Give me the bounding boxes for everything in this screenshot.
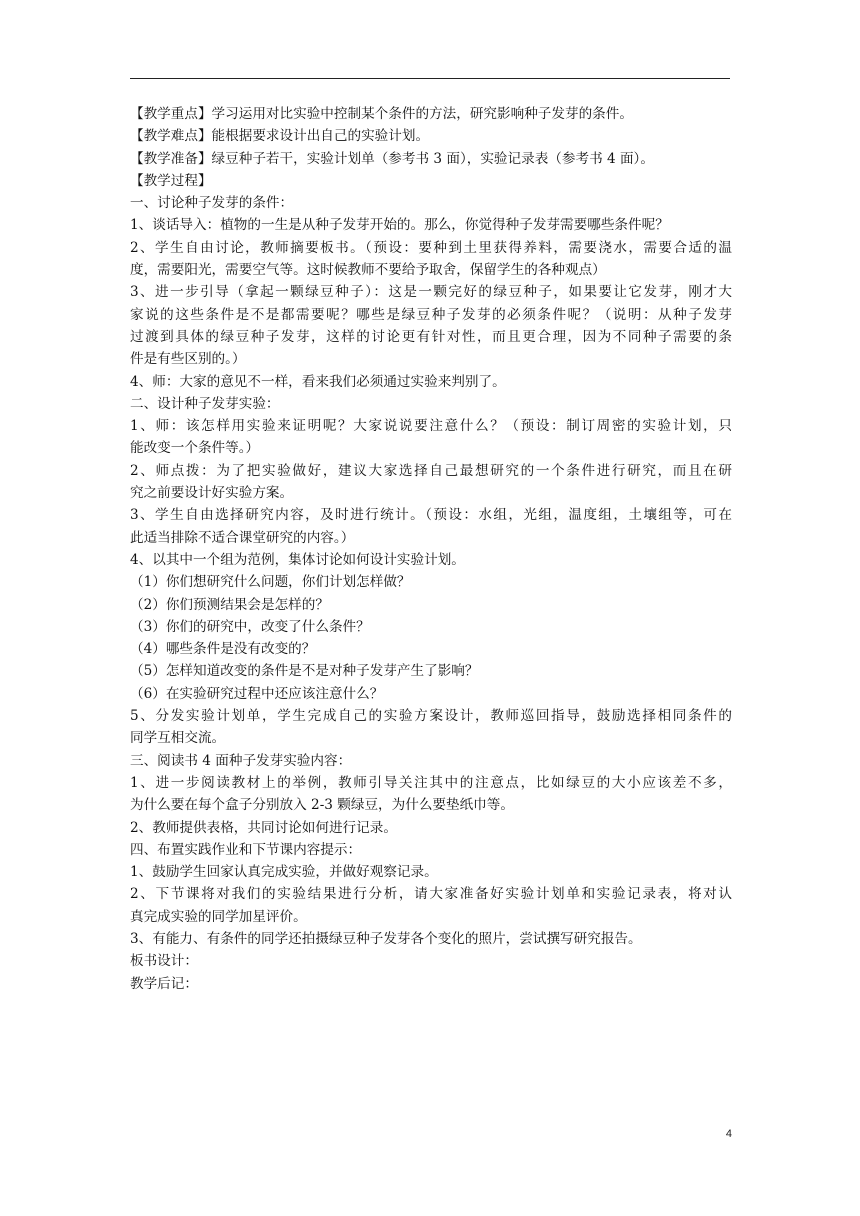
text-line: 3、学生自由选择研究内容，及时进行统计。（预设：水组，光组，温度组，土壤组等，可在 <box>130 507 732 524</box>
section-heading: 【教学过程】 <box>130 172 212 189</box>
list-item: （1）你们想研究什么问题，你们计划怎样做？ <box>130 574 411 591</box>
text-line: 【教学准备】绿豆种子若干，实验计划单（参考书 3 面），实验记录表（参考书 4 面）。 <box>130 150 654 167</box>
list-item: （3）你们的研究中，改变了什么条件？ <box>130 618 370 635</box>
list-item: （4）哪些条件是没有改变的？ <box>130 641 316 658</box>
text-line: 此适当排除不适合课堂研究的内容。） <box>130 529 355 546</box>
section-heading: 一、讨论种子发芽的条件： <box>130 195 294 212</box>
text-line: 能改变一个条件等。） <box>130 440 260 457</box>
section-heading: 三、阅读书 4 面种子发芽实验内容： <box>130 752 352 769</box>
section-heading: 四、布置实践作业和下节课内容提示： <box>130 841 362 858</box>
text-line: 为什么要在每个盒子分别放入 2-3 颗绿豆，为什么要垫纸巾等。 <box>130 797 514 814</box>
text-line: 究之前要设计好实验方案。 <box>130 485 294 502</box>
text-line: 2、教师提供表格，共同讨论如何进行记录。 <box>130 819 397 836</box>
text-line: 真完成实验的同学加星评价。 <box>130 908 307 925</box>
text-line: 【教学难点】能根据要求设计出自己的实验计划。 <box>130 128 430 145</box>
text-line: 2、下节课将对我们的实验结果进行分析，请大家准备好实验计划单和实验记录表，将对认 <box>130 886 732 903</box>
text-line: 【教学重点】学习运用对比实验中控制某个条件的方法，研究影响种子发芽的条件。 <box>130 106 633 122</box>
text-line: 教学后记： <box>130 975 198 992</box>
text-line: 件是有些区别的。） <box>130 351 246 368</box>
text-line: 过渡到具体的绿豆种子发芽，这样的讨论更有针对性，而且更合理，因为不同种子需要的条 <box>130 328 732 345</box>
page-number: 4 <box>725 1128 732 1140</box>
list-item: （2）你们预测结果会是怎样的？ <box>130 596 329 613</box>
text-line: 2、师点拨：为了把实验做好，建议大家选择自己最想研究的一个条件进行研究，而且在研 <box>130 462 732 479</box>
text-line: 4、师：大家的意见不一样，看来我们必须通过实验来判别了。 <box>130 373 506 390</box>
text-line: 3、有能力、有条件的同学还拍摄绿豆种子发芽各个变化的照片，尝试撰写研究报告。 <box>130 930 642 947</box>
section-heading: 二、设计种子发芽实验： <box>130 395 280 412</box>
text-line: 3、进一步引导（拿起一颗绿豆种子）：这是一颗完好的绿豆种子，如果要让它发芽，刚才大 <box>130 284 732 301</box>
text-line: 家说的这些条件是不是都需要呢？哪些是绿豆种子发芽的必须条件呢？（说明：从种子发芽 <box>130 306 732 323</box>
text-line: 1、谈话导入：植物的一生是从种子发芽开始的。那么，你觉得种子发芽需要哪些条件呢？ <box>130 217 669 234</box>
text-line: 同学互相交流。 <box>130 730 226 747</box>
list-item: （6）在实验研究过程中还应该注意什么？ <box>130 685 384 702</box>
text-line: 度，需要阳光，需要空气等。这时候教师不要给予取舍，保留学生的各种观点） <box>130 262 606 279</box>
text-line: 1、鼓励学生回家认真完成实验，并做好观察记录。 <box>130 864 438 881</box>
text-line: 4、以其中一个组为范例，集体讨论如何设计实验计划。 <box>130 551 465 568</box>
text-line: 1、师：该怎样用实验来证明呢？大家说说要注意什么？（预设：制订周密的实验计划，只 <box>130 418 732 435</box>
document-body <box>130 103 732 995</box>
list-item: （5）怎样知道改变的条件是不是对种子发芽产生了影响？ <box>130 663 479 680</box>
text-line: 2、学生自由讨论，教师摘要板书。（预设：要种到土里获得养料，需要浇水，需要合适的温 <box>130 239 732 256</box>
header-rule <box>130 78 730 79</box>
text-line: 1、进一步阅读教材上的举例，教师引导关注其中的注意点，比如绿豆的大小应该差不多， <box>130 774 732 791</box>
text-line: 板书设计： <box>130 953 198 970</box>
text-line: 5、分发实验计划单，学生完成自己的实验方案设计，教师巡回指导，鼓励选择相同条件的 <box>130 708 732 725</box>
